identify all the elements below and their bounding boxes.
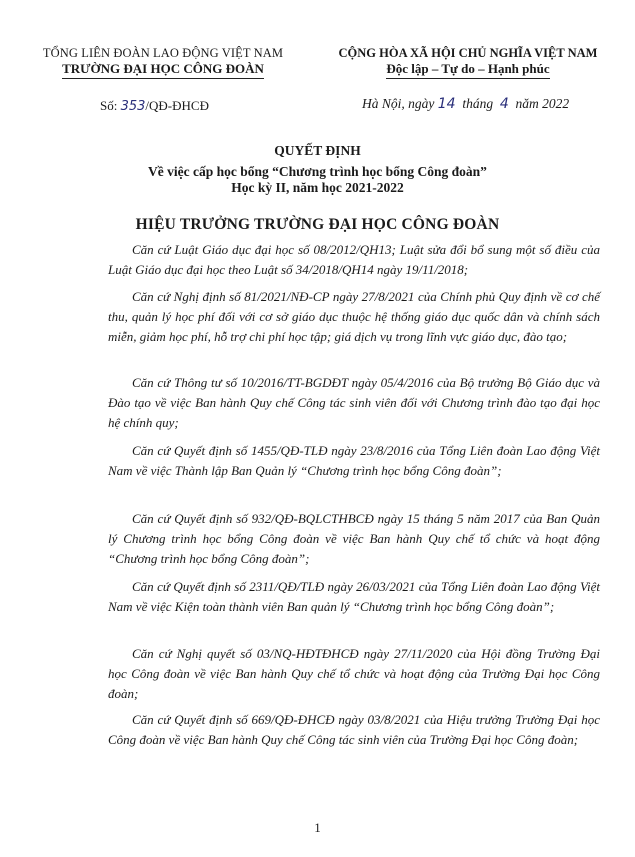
handwritten-number: 353 [120, 99, 146, 114]
legal-basis-6: Căn cứ Quyết định số 2311/QĐ/TLĐ ngày 26/03/2021 của Tổng Liên đoàn Lao động Việt Nam về việc Kiện toàn thành viên Ban quản lý “Chương trình học bổng Công đoàn”; [108, 579, 600, 614]
document-number [100, 98, 209, 114]
year-label: năm 2022 [515, 96, 570, 111]
legal-basis-1: Căn cứ Luật Giáo dục đại học số 08/2012/QH13; Luật sửa đổi bổ sung một số điều của Luật Giáo dục đại học theo Luật số 34/2018/QH14 ngày 19/11/2018; [108, 242, 600, 277]
date-place: Hà Nội, ngày [362, 96, 435, 111]
legal-basis-8: Căn cứ Quyết định số 669/QĐ-ĐHCĐ ngày 03/8/2021 của Hiệu trưởng Trường Đại học Công đoàn về việc Ban hành Quy chế Công tác sinh viên của Trường Đại học Công đoàn; [108, 712, 600, 747]
legal-basis-4: Căn cứ Quyết định số 1455/QĐ-TLĐ ngày 23/8/2016 của Tổng Liên đoàn Lao động Việt Nam về việc Thành lập Ban Quản lý “Chương trình học bổng Công đoàn”; [108, 443, 600, 478]
legal-basis-2: Căn cứ Nghị định số 81/2021/NĐ-CP ngày 27/8/2021 của Chính phủ Quy định về cơ chế thu, quản lý học phí đối với cơ sở giáo dục thuộc hệ thống giáo dục quốc dân và chính sách miễn, giảm học phí, hỗ trợ chi phí học tập; giá dịch vụ trong lĩnh vực giáo dục, đào tạo; [108, 289, 600, 344]
handwritten-day: 14 [437, 96, 456, 112]
month-label: tháng [462, 96, 494, 111]
national-motto: Độc lập – Tự do – Hạnh phúc [386, 61, 549, 79]
number-suffix: /QĐ-ĐHCĐ [145, 98, 209, 113]
issuer-header [28, 46, 298, 79]
legal-basis-5: Căn cứ Quyết định số 932/QĐ-BQLCTHBCĐ ngày 15 tháng 5 năm 2017 của Ban Quản lý Chương trình học bổng Công đoàn về việc Ban hành Quy chế tổ chức và hoạt động “Chương trình học bổng Công đoàn”; [108, 511, 600, 566]
legal-basis-3: Căn cứ Thông tư số 10/2016/TT-BGDĐT ngày 05/4/2016 của Bộ trưởng Bộ Giáo dục và Đào tạo về việc Ban hành Quy chế Công tác sinh viên đối với Chương trình đào tạo đại học hệ chính quy; [108, 375, 600, 430]
national-title: CỘNG HÒA XÃ HỘI CHỦ NGHĨA VIỆT NAM [338, 46, 598, 60]
legal-basis-7: Căn cứ Nghị quyết số 03/NQ-HĐTĐHCĐ ngày 27/11/2020 của Hội đồng Trường Đại học Công đoàn về việc Ban hành Quy chế tổ chức và hoạt động của Trường Đại học Công đoàn; [108, 646, 600, 701]
handwritten-month: 4 [499, 96, 509, 112]
subject-line-1: Về việc cấp học bổng “Chương trình học bổng Công đoàn” [148, 164, 487, 179]
issuing-authority: HIỆU TRƯỞNG TRƯỜNG ĐẠI HỌC CÔNG ĐOÀN [135, 216, 500, 233]
decision-title [0, 143, 635, 196]
number-prefix: Số: [100, 98, 118, 113]
issuing-organization: TRƯỜNG ĐẠI HỌC CÔNG ĐOÀN [62, 61, 264, 79]
national-header [318, 46, 618, 79]
page-number: 1 [314, 820, 321, 835]
document-type: QUYẾT ĐỊNH [274, 143, 361, 158]
date-line [362, 96, 569, 112]
subject-line-2: Học kỳ II, năm học 2021-2022 [231, 180, 404, 195]
parent-organization: TỔNG LIÊN ĐOÀN LAO ĐỘNG VIỆT NAM [42, 46, 284, 60]
